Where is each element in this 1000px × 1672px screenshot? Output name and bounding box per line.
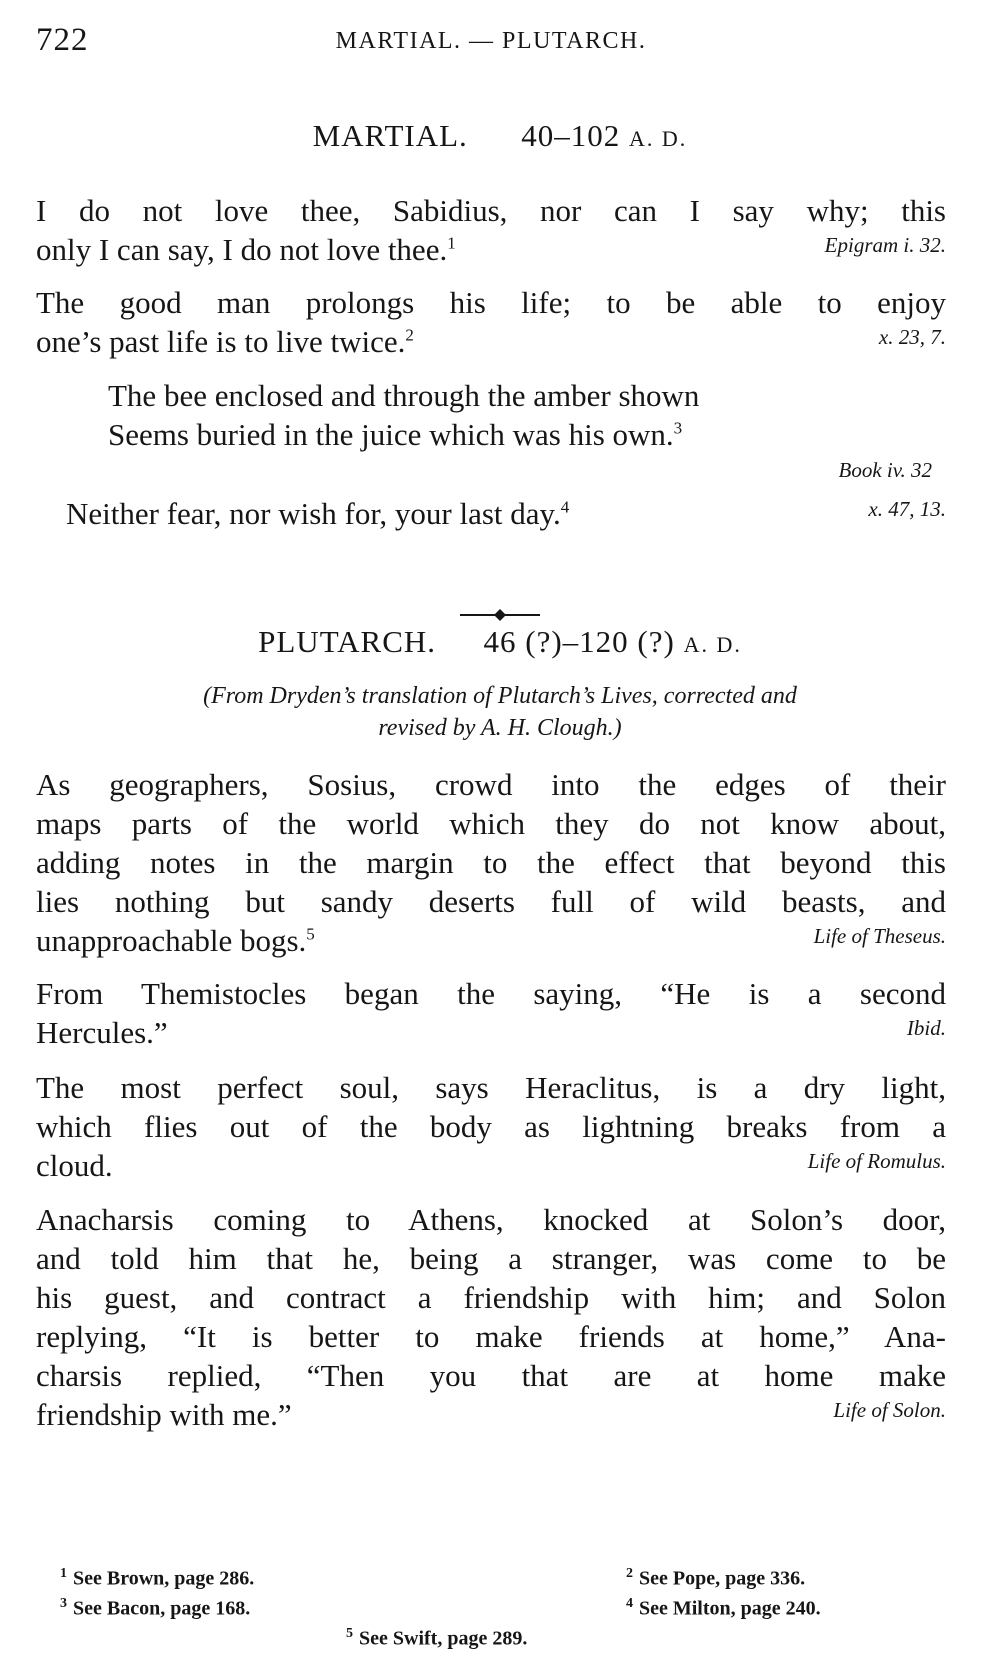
quote-line-text: friendship with me.” (36, 1397, 292, 1432)
quote-line: From Themistocles began the saying, “He is a second (36, 976, 946, 1011)
citation: Life of Romulus. (807, 1149, 946, 1173)
footnote-text: See Brown, page 286. (73, 1567, 255, 1590)
quote-line-text: only I can say, I do not love thee. (36, 232, 448, 267)
plutarch-heading (0, 624, 1000, 660)
quote-line-last (36, 230, 946, 269)
quote-line-text: one’s past life is to live twice. (36, 324, 406, 359)
martial-quote-3 (66, 494, 946, 533)
footnote (346, 1626, 527, 1651)
quote-line-last (36, 322, 946, 361)
footnote (60, 1566, 254, 1591)
footnote-text: See Swift, page 289. (359, 1627, 528, 1650)
quote-line: Anacharsis coming to Athens, knocked at Solon’s door, (36, 1202, 946, 1237)
verse-citation: Book iv. 32 (838, 458, 932, 482)
footnote (60, 1596, 250, 1621)
divider-icon (460, 608, 540, 622)
quote-line: The most perfect soul, says Heraclitus, is a dry light, (36, 1070, 946, 1105)
quote-line-text: Neither fear, nor wish for, your last day. (66, 496, 561, 531)
plutarch-quote-4 (36, 1200, 946, 1434)
plutarch-quote-2 (36, 974, 946, 1052)
footnote (626, 1596, 821, 1621)
citation: Life of Solon. (833, 1398, 946, 1422)
footnote-ref: 2 (405, 325, 414, 345)
quote-line-last (36, 1395, 946, 1434)
martial-quote-1 (36, 191, 946, 269)
quote-line-last (36, 1013, 946, 1052)
quote-line: his guest, and contract a friendship with him; and Solon (36, 1280, 946, 1315)
footnote-text: See Pope, page 336. (639, 1567, 806, 1590)
footnote-text: See Milton, page 240. (639, 1597, 821, 1620)
citation: Life of Theseus. (813, 924, 946, 948)
footnote-mark: 4 (626, 1596, 633, 1611)
quote-line: lies nothing but sandy deserts full of wild beasts, and (36, 884, 946, 919)
footnote-ref: 4 (560, 497, 570, 517)
quote-line: As geographers, Sosius, crowd into the edges of their (36, 767, 946, 802)
footnote-mark: 2 (626, 1566, 633, 1581)
quote-line-text: cloud. (36, 1148, 113, 1183)
quote-line-last (36, 1146, 946, 1185)
citation: x. 23, 7. (878, 325, 946, 349)
plutarch-era: A. D. (683, 632, 742, 657)
quote-line-last (36, 921, 946, 960)
verse-line (108, 415, 928, 454)
plutarch-dates: 46 (?)–120 (?) (483, 624, 675, 659)
footnote-ref: 5 (306, 924, 315, 944)
page-number: 722 (36, 22, 89, 58)
quote-line: which flies out of the body as lightning breaks from a (36, 1109, 946, 1144)
martial-verse (108, 376, 928, 454)
footnote-ref: 3 (673, 418, 683, 438)
martial-heading (0, 118, 1000, 154)
source-note-line: (From Dryden’s translation of Plutarch’s Lives, corrected and (203, 683, 797, 709)
citation: Epigram i. 32. (824, 233, 946, 257)
footnote-mark: 1 (60, 1566, 67, 1581)
quote-line-text: unapproachable bogs. (36, 923, 307, 958)
footnote-mark: 3 (60, 1596, 67, 1611)
footnote (626, 1566, 805, 1591)
quote-line: adding notes in the margin to the effect that beyond this (36, 845, 946, 880)
quote-line-last (66, 494, 946, 533)
running-head: MARTIAL. — PLUTARCH. (335, 28, 647, 54)
quote-line: charsis replied, “Then you that are at home make (36, 1358, 946, 1393)
footnote-text: See Bacon, page 168. (73, 1597, 251, 1620)
martial-quote-2 (36, 283, 946, 361)
quote-line: and told him that he, being a stranger, was come to be (36, 1241, 946, 1276)
plutarch-title: PLUTARCH. (258, 624, 437, 659)
quote-line: maps parts of the world which they do not know about, (36, 806, 946, 841)
citation: x. 47, 13. (868, 497, 946, 521)
plutarch-quote-1 (36, 765, 946, 960)
verse-line-text: Seems buried in the juice which was his own. (108, 417, 674, 452)
citation: Ibid. (906, 1016, 946, 1040)
quote-line: replying, “It is better to make friends at home,” Ana- (36, 1319, 946, 1354)
source-note-line: revised by A. H. Clough.) (378, 715, 622, 741)
source-note (0, 680, 1000, 744)
page-header (36, 22, 946, 62)
plutarch-quote-3 (36, 1068, 946, 1185)
martial-dates: 40–102 (521, 118, 621, 153)
quote-line: I do not love thee, Sabidius, nor can I say why; this (36, 193, 946, 228)
footnote-ref: 1 (447, 233, 456, 253)
footnote-mark: 5 (346, 1626, 353, 1641)
quote-line: The good man prolongs his life; to be able to enjoy (36, 285, 946, 320)
martial-era: A. D. (629, 126, 688, 151)
verse-line: The bee enclosed and through the amber shown (108, 378, 700, 413)
quote-line-text: Hercules.” (36, 1015, 168, 1050)
martial-title: MARTIAL. (312, 118, 468, 153)
